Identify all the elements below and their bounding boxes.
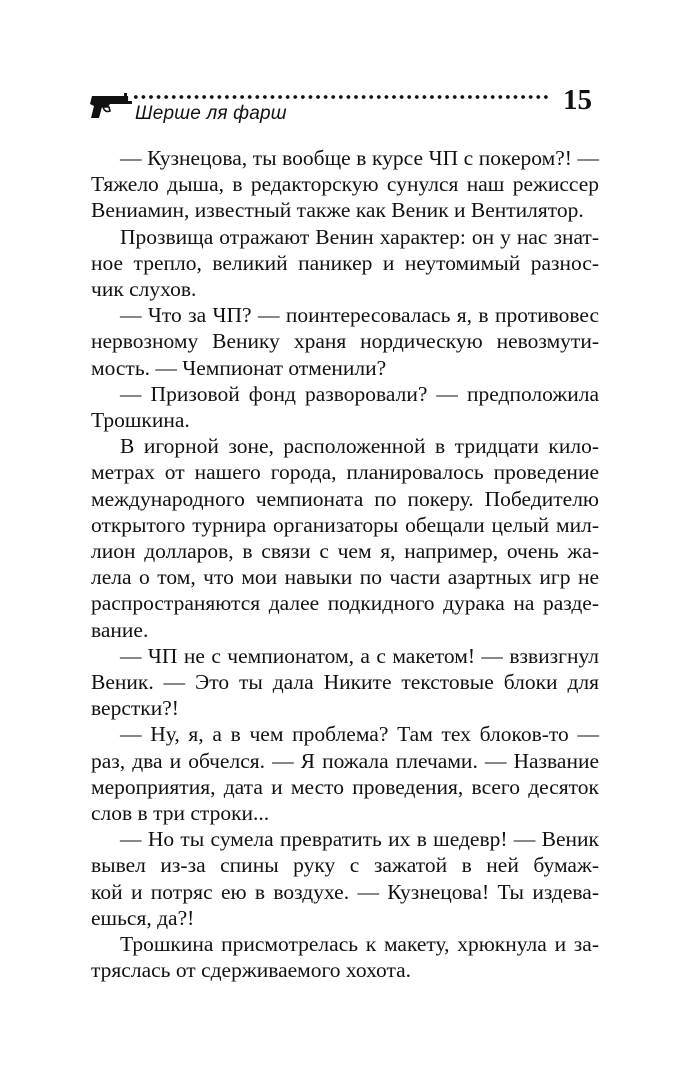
text-line: — Призовой фонд разворовали? — предположила (120, 381, 599, 406)
text-line: слов в три строки... (91, 801, 270, 826)
running-title: Шерше ля фарш (135, 103, 287, 124)
text-line: мероприятия, дата и место проведения, всего десяток (91, 774, 599, 799)
text-line: раз, два и обчелся. — Я пожала плечами. — Название (91, 748, 599, 773)
text-line: нервозному Венику храня нордическую невозмути- (91, 329, 599, 354)
text-line: открытого турнира организаторы обещали целый мил- (91, 512, 599, 537)
paragraph (91, 302, 599, 381)
text-line: чик слухов. (91, 277, 197, 302)
text-line: международного чемпионата по покеру. Победителю (91, 486, 599, 511)
paragraph (91, 721, 599, 826)
paragraph (91, 931, 599, 983)
text-line: ное трепло, великий паникер и неутомимый разнос- (91, 250, 599, 275)
text-line: верстки?! (91, 696, 179, 721)
page-number: 15 (563, 84, 592, 116)
text-line: мость. — Чемпионат отменили? (91, 355, 387, 380)
text-line: вывел из-за спины руку с зажатой в ней бумаж- (91, 853, 599, 878)
text-line: В игорной зоне, расположенной в тридцати кило- (120, 434, 599, 459)
text-line: Прозвища отражают Венин характер: он у нас знат- (120, 224, 599, 249)
text-line: распространяются далее подкидного дурака на разде- (91, 591, 599, 616)
paragraph (91, 433, 599, 643)
text-line: Вениамин, известный также как Веник и Вентилятор. (91, 198, 584, 223)
text-line: вание. (91, 617, 149, 642)
text-line: тряслась от сдерживаемого хохота. (91, 958, 412, 983)
text-line: — Кузнецова, ты вообще в курсе ЧП с покером?! — (120, 146, 599, 170)
page-header (88, 86, 608, 136)
text-line: Трошкина. (91, 408, 190, 433)
paragraph (91, 826, 599, 931)
text-line: — Что за ЧП? — поинтересовалась я, в противовес (120, 303, 599, 328)
text-line: лион долларов, в связи с чем я, например, очень жа- (91, 539, 599, 564)
paragraph (91, 145, 599, 224)
paragraph (91, 224, 599, 303)
revolver-icon (88, 92, 134, 120)
text-line: лела о том, что мои навыки по части азартных игр не (91, 565, 599, 590)
text-line: Веник. — Это ты дала Никите текстовые блоки для (91, 670, 599, 695)
text-line: — Но ты сумела превратить их в шедевр! — Веник (120, 827, 599, 852)
text-line: ешься, да?! (91, 905, 195, 930)
dotted-rule (132, 94, 550, 100)
text-line: Тяжело дыша, в редакторскую сунулся наш режиссер (91, 172, 599, 197)
text-line: метрах от нашего города, планировалось проведение (91, 460, 599, 485)
body-text (91, 145, 599, 984)
text-line: — Ну, я, а в чем проблема? Там тех блоков-то — (120, 722, 599, 747)
text-line: кой и потряс ею в воздухе. — Кузнецова! Ты издева- (91, 879, 599, 904)
paragraph (91, 643, 599, 722)
paragraph (91, 381, 599, 433)
text-line: Трошкина присмотрелась к макету, хрюкнула и за- (120, 932, 599, 957)
text-line: — ЧП не с чемпионатом, а с макетом! — взвизгнул (120, 643, 599, 668)
